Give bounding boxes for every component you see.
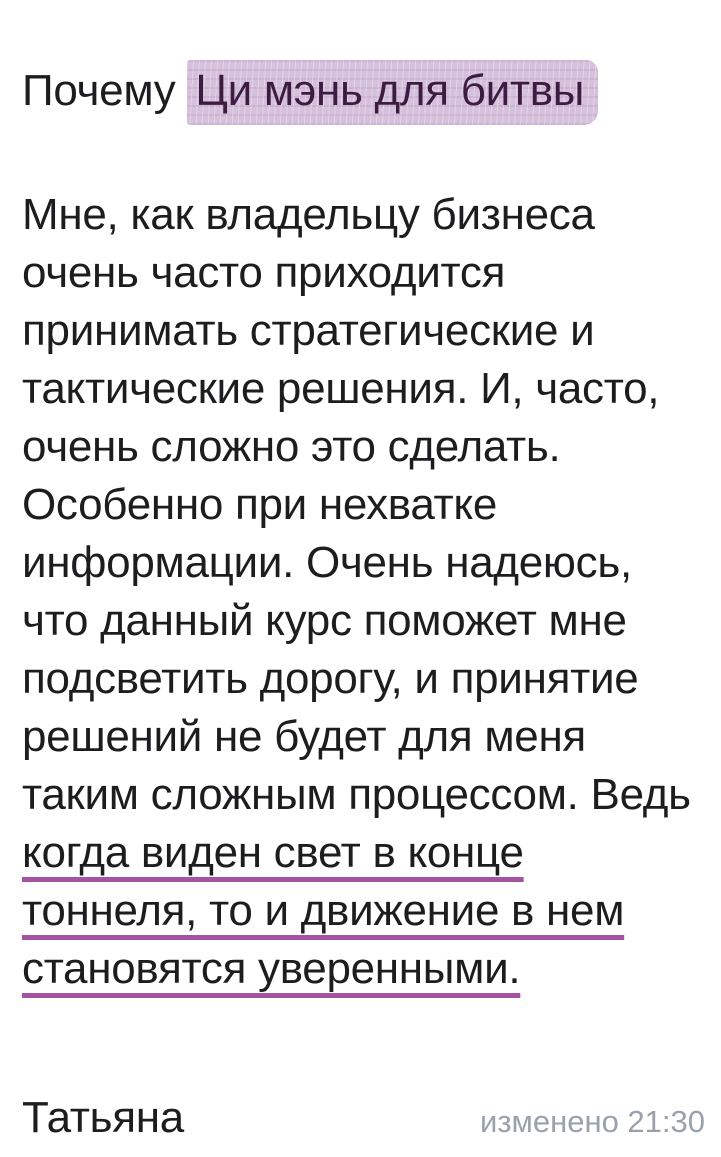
title-text: Почему (22, 66, 188, 115)
note-title (22, 60, 707, 122)
author-signature: Татьяна (22, 1093, 184, 1142)
note-body (22, 186, 707, 998)
edited-timestamp: изменено 21:30 (480, 1104, 705, 1139)
note-footer (22, 1093, 705, 1143)
body-underlined-sentence: когда виден свет в конце тоннеля, то и движение в нем становятся уверенными. (22, 828, 625, 993)
body-text: Мне, как владельцу бизнеса очень часто приходится принимать стратегические и тактические решения. И, часто, очень сложно это сделать. Особенно при нехватке информации. Очень надеюсь, что данный курс поможет мне подсветить дорогу, и принятие решений не будет для меня таким сложным процессом. Ведь (22, 190, 691, 819)
title-highlighted-phrase: Ци мэнь для битвы (187, 60, 598, 125)
